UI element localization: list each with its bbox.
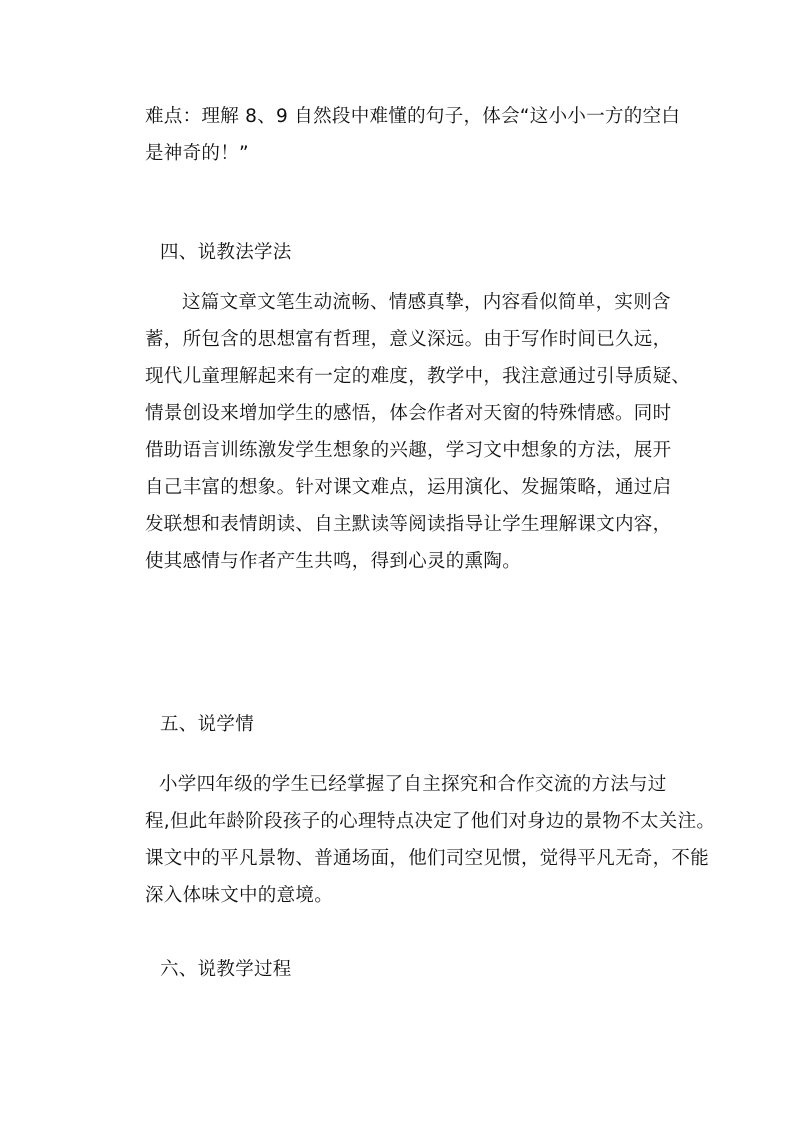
text-line: 难点：理解 8、9 自然段中难懂的句子，体会“这小小一方的空白 [145,106,681,127]
difficulty-paragraph [145,98,685,172]
text-line: 课文中的平凡景物、普通场面，他们司空见惯，觉得平凡无奇，不能 [145,848,710,869]
text-line: 发联想和表情朗读、自主默读等阅读指导让学生理解课文内容， [145,514,672,535]
text-line: 这篇文章文笔生动流畅、情感真挚，内容看似简单，实则含 [182,292,671,313]
text-line: 小学四年级的学生已经掌握了自主探究和合作交流的方法与过 [159,774,667,795]
student-analysis-paragraph [145,766,716,914]
section-heading-teaching-process: 六、说教学过程 [160,959,292,980]
text-line: 程,但此年龄阶段孩子的心理特点决定了他们对身边的景物不太关注。 [145,811,716,832]
text-line: 情景创设来增加学生的感悟，体会作者对天窗的特殊情感。同时 [145,403,672,424]
teaching-methods-paragraph [145,284,691,580]
text-line: 现代儿童理解起来有一定的难度，教学中，我注意通过引导质疑、 [145,366,691,387]
text-line: 自己丰富的想象。针对课文难点，运用演化、发掘策略，通过启 [145,477,672,498]
section-heading-teaching-methods: 四、说教法学法 [160,242,292,263]
text-line: 是神奇的！” [145,143,249,164]
text-line: 蓄，所包含的思想富有哲理，意义深远。由于写作时间已久远， [145,329,672,350]
text-line: 深入体味文中的意境。 [145,885,334,906]
section-heading-student-analysis: 五、说学情 [160,714,255,735]
text-line: 使其感情与作者产生共鸣，得到心灵的熏陶。 [145,551,522,572]
text-line: 借助语言训练激发学生想象的兴趣，学习文中想象的方法，展开 [145,440,672,461]
